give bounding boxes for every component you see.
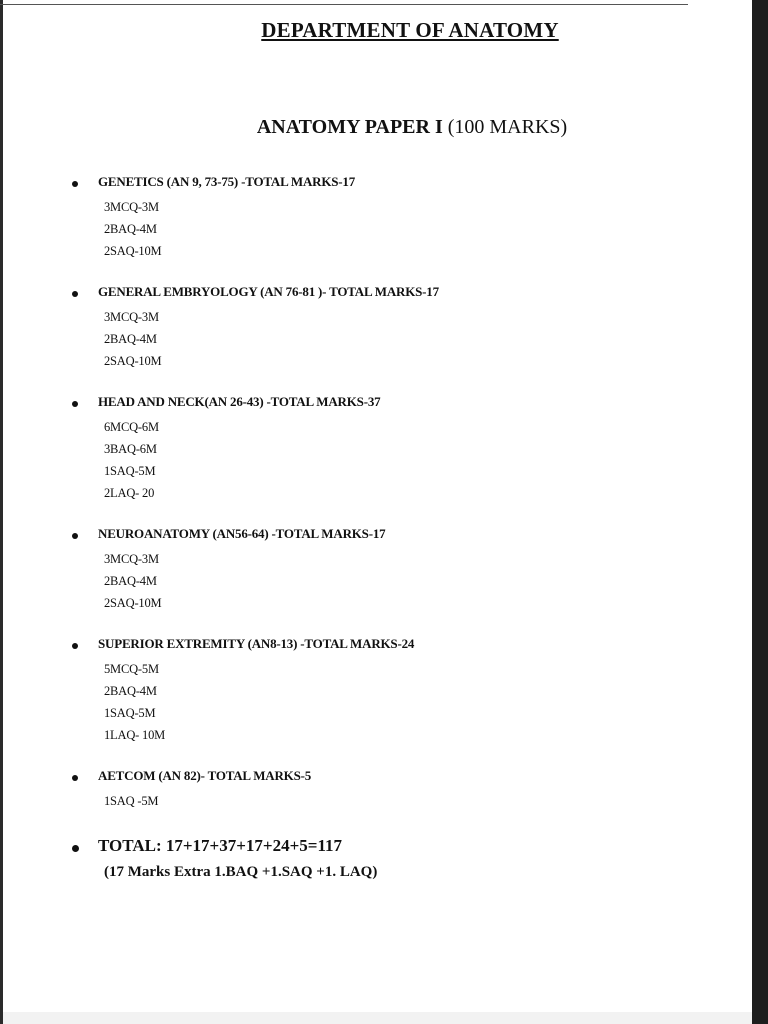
section-heading: AETCOM (AN 82)- TOTAL MARKS-5 (98, 768, 312, 783)
department-title: DEPARTMENT OF ANATOMY (261, 18, 559, 42)
list-item: 5MCQ-5M (104, 662, 159, 676)
section-heading: HEAD AND NECK(AN 26-43) -TOTAL MARKS-37 (98, 394, 381, 409)
list-item: 1SAQ-5M (104, 464, 156, 478)
section-heading: NEUROANATOMY (AN56-64) -TOTAL MARKS-17 (98, 526, 386, 541)
section-heading: SUPERIOR EXTREMITY (AN8-13) -TOTAL MARKS-24 (98, 636, 415, 651)
section-items (104, 416, 159, 504)
bullet-icon (72, 401, 78, 407)
page-right-edge (752, 0, 768, 1024)
extra-marks-note: (17 Marks Extra 1.BAQ +1.SAQ +1. LAQ) (104, 864, 378, 880)
bullet-icon (72, 845, 79, 852)
section-heading: GENETICS (AN 9, 73-75) -TOTAL MARKS-17 (98, 174, 355, 189)
list-item: 3MCQ-3M (104, 552, 159, 566)
list-item: 3MCQ-3M (104, 310, 159, 324)
section-items (104, 658, 165, 746)
list-item: 2SAQ-10M (104, 244, 162, 258)
paper-title (0, 116, 768, 139)
list-item: 2SAQ-10M (104, 354, 162, 368)
page-bottom-shade (3, 1012, 752, 1024)
list-item: 6MCQ-6M (104, 420, 159, 434)
bullet-icon (72, 643, 78, 649)
section-items (104, 306, 161, 372)
section-items (104, 790, 158, 812)
list-item: 3BAQ-6M (104, 442, 157, 456)
section-heading: GENERAL EMBRYOLOGY (AN 76-81 )- TOTAL MARKS-17 (98, 284, 439, 299)
list-item: 1SAQ -5M (104, 794, 159, 808)
list-item: 2BAQ-4M (104, 574, 157, 588)
bullet-icon (72, 533, 78, 539)
list-item: 2BAQ-4M (104, 222, 157, 236)
bullet-icon (72, 775, 78, 781)
list-item: 2BAQ-4M (104, 332, 157, 346)
section-items (104, 196, 161, 262)
section-items (104, 548, 161, 614)
list-item: 1LAQ- 10M (104, 728, 166, 742)
list-item: 3MCQ-3M (104, 200, 159, 214)
bullet-icon (72, 291, 78, 297)
paper-title-marks: (100 MARKS) (447, 116, 568, 138)
list-item: 2SAQ-10M (104, 596, 162, 610)
page-top-rule (0, 4, 688, 5)
paper-title-main: ANATOMY PAPER I (256, 116, 443, 138)
list-item: 2LAQ- 20 (104, 486, 155, 500)
list-item: 1SAQ-5M (104, 706, 156, 720)
page-left-border (0, 0, 3, 1024)
bullet-icon (72, 181, 78, 187)
total-line: TOTAL: 17+17+37+17+24+5=117 (98, 836, 343, 855)
list-item: 2BAQ-4M (104, 684, 157, 698)
